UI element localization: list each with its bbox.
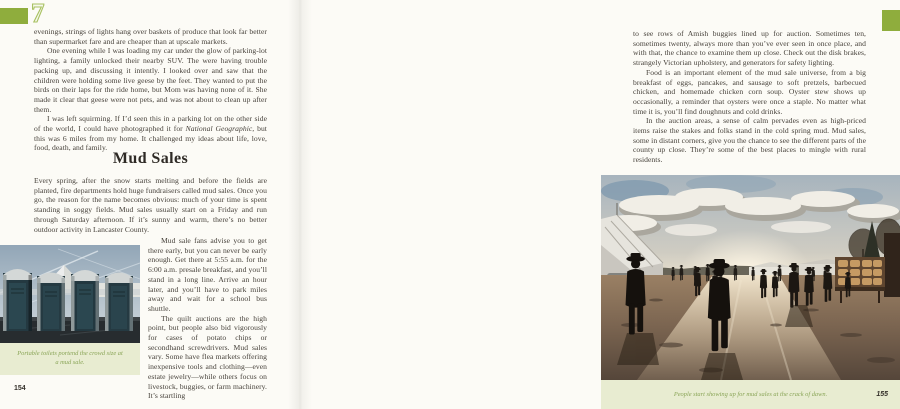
mud-sale-dawn-photo [601, 175, 900, 380]
left-page-column-text [148, 236, 267, 401]
section-intro-paragraph [34, 176, 267, 234]
body-paragraph: Mud sale fans advise you to get there early, but you can never be early enough. Get there at 5:55 a.m. for the 6:00 a.m. presale breakfast, and you’ll stand in a long line. Arrive an hour later, and you’ll have to park miles away and wait for a school bus shuttle. [148, 236, 267, 313]
body-paragraph [34, 114, 267, 153]
photo-caption-band [0, 343, 140, 375]
green-accent-square-right [882, 10, 900, 31]
portable-toilet [37, 273, 65, 332]
page-number: 155 [876, 391, 888, 398]
photo-caption-band [601, 380, 900, 409]
body-paragraph: Every spring, after the snow starts melting and before the fields are planted, fire departments hold huge fundraisers called mud sales. Once you go, the reason for the name becomes obvious: much of your time is spent standing in soggy fields. Mud sales usually start on a Friday and run through Saturday afternoon. If it’s sunny and warm, there’s no better outdoor activity in Lancaster County. [34, 176, 267, 234]
portable-toilet [105, 273, 133, 332]
body-paragraph: evenings, strings of lights hang over baskets of produce that look far better than supermarket fare and are cheaper than at upscale markets. [34, 27, 267, 46]
paragraph-text: , but this was 6 miles from my home. It challenged my ideas about life, love, food, death, and family. [34, 124, 267, 153]
section-heading: Mud Sales [112, 150, 189, 167]
body-paragraph: The quilt auctions are the high point, but people also bid vigorously for cases of potato chips or secondhand screwdrivers. Mud sales vary. Some have flea markets offering inexpensive tools and clothing—even estate jewelry—while others focus on livestock, buggies, or farm machinery. It’s startling [148, 313, 267, 401]
body-paragraph: One evening while I was loading my car under the glow of parking-lot lighting, a family unlocked their nearby SUV. The were having trouble packing up, and discussing it intently. I looked over and saw that the children were holding some live geese by the feet. They wanted to put the birds on their laps for the ride home, but Mom was having none of it. She made it clear that geese were not pets, and was not about to clean up after them. [34, 46, 267, 114]
body-paragraph: In the auction areas, a sense of calm pervades even as high-priced items raise the stakes and folks stand in the cold spring mud. Mud sales, some in distant corners, give you the chance to see the different parts of the county up close. They’re some of the best places to mingle with rural residents. [633, 116, 866, 165]
left-page-text-block [34, 27, 267, 153]
right-page [300, 0, 888, 409]
paragraph-text: I was left squirming. If I’d seen this in a parking lot on the other side of the world, I could have photographed it for [34, 114, 267, 134]
page-number: 154 [14, 385, 26, 392]
portable-toilet [3, 269, 32, 331]
body-paragraph: Food is an important element of the mud sale universe, from a big breakfast of eggs, pancakes, and sausage to soft pretzels, barbecued chicken, and homemade chicken corn soup. Oyster stew shows up occasionally, a reminder that oysters were once a staple. No matter what time it is, you’ll find doughnuts and cold drinks. [633, 67, 866, 116]
photo-caption: Portable toilets portend the crowd size at a mud sale. [17, 350, 123, 366]
body-paragraph: to see rows of Amish buggies lined up for auction. Sometimes ten, sometimes twenty, always more than you’ve ever seen in once place, and with that, the chance to examine them up close. Check out the disk brakes, strangely Victorian upholstery, and generators for safety lighting. [633, 29, 866, 68]
chapter-number: 7 [31, 0, 45, 28]
right-page-text-block [633, 29, 866, 165]
green-accent-square-left [0, 8, 28, 24]
portable-toilets-photo [0, 245, 140, 343]
italic-title: National Geographic [185, 124, 253, 134]
portable-toilet [71, 270, 99, 331]
photo-caption: People start showing up for mud sales at the crack of dawn. [673, 391, 828, 398]
left-page [0, 0, 300, 409]
